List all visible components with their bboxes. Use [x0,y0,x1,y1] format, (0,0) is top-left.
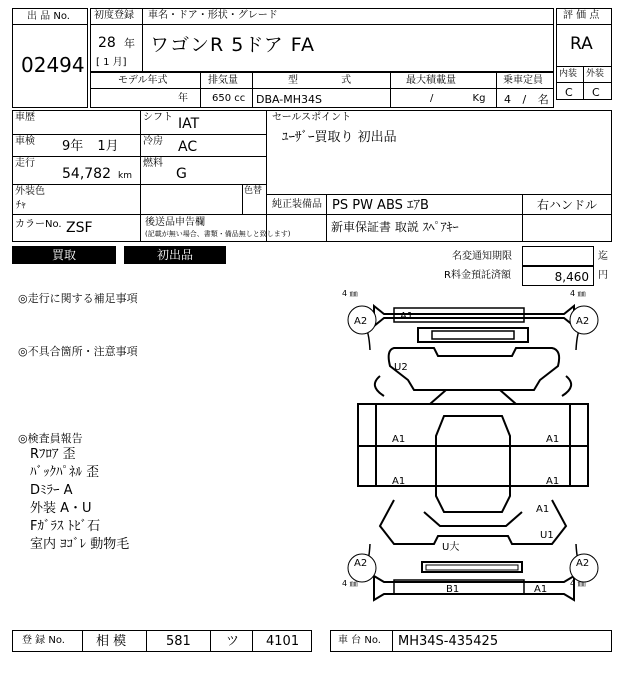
inspector-line: 室内 ﾖｺﾞﾚ 動物毛 [30,537,130,552]
supplement-heading: ◎走行に関する補足事項 [18,292,138,305]
damage-mark: A1 [546,434,560,445]
interior-label: 内装 [559,69,578,79]
model-year-value: 年 [178,93,188,104]
chassis-label: 車 台 No. [338,635,381,646]
first-reg-year: 28 [98,35,116,51]
mileage-label: 走行 [15,158,35,169]
reg-class: 581 [166,634,191,649]
reg-no-label: 登 録 No. [22,635,65,646]
capacity-value: 4 / 名 [504,93,549,106]
fuel-value: G [176,166,187,182]
ac-label: 冷房 [143,136,163,147]
color-no-label: カラーNo. [15,219,62,230]
issues-heading: ◎不具合箇所・注意事項 [18,345,138,358]
model-year-label: モデル年式 [118,75,168,86]
car-name: ワゴンR 5ドア FA [150,34,315,56]
damage-mark: A1 [400,311,414,322]
history-label: 車歴 [15,112,35,123]
displacement-value: 650 cc [212,93,246,104]
damage-mark: A1 [392,476,406,487]
score-value: RA [570,34,593,54]
shift-label: シフト [143,112,173,123]
inspector-line: Dﾐﾗｰ A [30,483,73,498]
recycle-field [522,266,594,286]
max-load-label: 最大積載量 [406,75,456,86]
inspector-line: 外装 A・U [30,501,92,516]
mileage-value: 54,782 [62,166,111,182]
post-report-label: 後送品申告欄 [145,217,205,228]
damage-mark: A1 [546,476,560,487]
ac-value: AC [178,139,198,155]
fuel-label: 燃料 [143,158,163,169]
name-change-field [522,246,594,266]
inspector-heading: ◎検査員報告 [18,432,83,445]
damage-mark: A2 [576,558,590,569]
damage-mark: U1 [540,530,554,541]
equipment-value: PS PW ABS ｴｱB [332,198,429,213]
damage-mark: U2 [394,362,408,373]
car-damage-diagram [334,286,612,608]
score-label: 評 価 点 [563,10,600,21]
tire-label-fl: 4 ㎜ [342,289,358,298]
chassis-value: MH34S-435425 [398,634,499,649]
reg-area: 相 模 [96,634,127,649]
recycle-label: R料金預託済額 [444,270,511,281]
color-change-label: 色替 [244,186,263,196]
tire-label-rl: 4 ㎜ [342,579,358,588]
type-label: 型 式 [288,75,352,86]
damage-mark: A1 [536,504,550,515]
interior-grade: C [565,86,573,99]
first-reg-label: 初度登録 [94,10,134,21]
type-value: DBA-MH34S [256,93,323,106]
car-name-label: 車名・ドア・形状・グレード [148,10,278,21]
mileage-unit: km [118,171,132,181]
ext-color-label: 外装色 [15,186,45,197]
inspection-value: 9年 1月 [62,139,119,154]
damage-mark: A2 [576,316,590,327]
first-reg-month: [ 1 月] [96,57,127,68]
ext-color-value: ﾁｬ [16,200,26,211]
sales-point-label: セールスポイント [272,112,352,123]
tag-first-listing: 初出品 [124,246,226,264]
inspection-label: 車検 [15,136,35,147]
recycle-value: 8,460 [554,270,589,284]
damage-mark: U大 [442,542,460,553]
damage-mark: A2 [354,558,368,569]
post-report-value: 新車保証書 取説 ｽﾍﾟｱｷｰ [331,220,459,234]
inspector-line: ﾊﾞｯｸﾊﾟﾈﾙ 歪 [30,465,100,480]
exterior-grade: C [592,86,600,99]
tire-label-fr: 4 ㎜ [570,289,586,298]
reg-number: 4101 [266,634,300,649]
name-change-label: 名変通知期限 [452,251,512,262]
reg-kana: ツ [226,634,240,649]
inspector-lines [30,446,230,554]
color-no-value: ZSF [66,220,93,236]
post-report-note: (記載が無い場合、書類・備品無しと致します) [145,230,291,238]
capacity-label: 乗車定員 [503,75,543,86]
steering-value: 右ハンドル [537,198,598,212]
sales-point-value: ﾕｰｻﾞｰ買取り 初出品 [282,130,397,145]
exterior-label: 外装 [586,69,605,79]
displacement-label: 排気量 [208,75,238,86]
max-load-value: / Kg [430,93,486,104]
damage-mark: B1 [446,584,460,595]
damage-mark: A1 [534,584,548,595]
inspector-line: Rﾌﾛｱ 歪 [30,447,76,462]
lot-label: 出 品 No. [27,11,70,22]
tire-label-rr: 4 ㎜ [570,579,586,588]
lot-box [12,8,88,108]
shift-value: IAT [178,116,200,132]
equipment-label: 純正装備品 [272,199,322,210]
name-change-suffix: 迄 [598,251,608,262]
damage-mark: A2 [354,316,368,327]
lot-number: 02494 [21,53,85,77]
first-reg-year-char: 年 [124,37,135,50]
inspector-line: Fｶﾞﾗｽ ﾄﾋﾞ石 [30,519,101,534]
tag-purchase: 買取 [12,246,116,264]
recycle-unit: 円 [598,270,608,281]
damage-mark: A1 [392,434,406,445]
